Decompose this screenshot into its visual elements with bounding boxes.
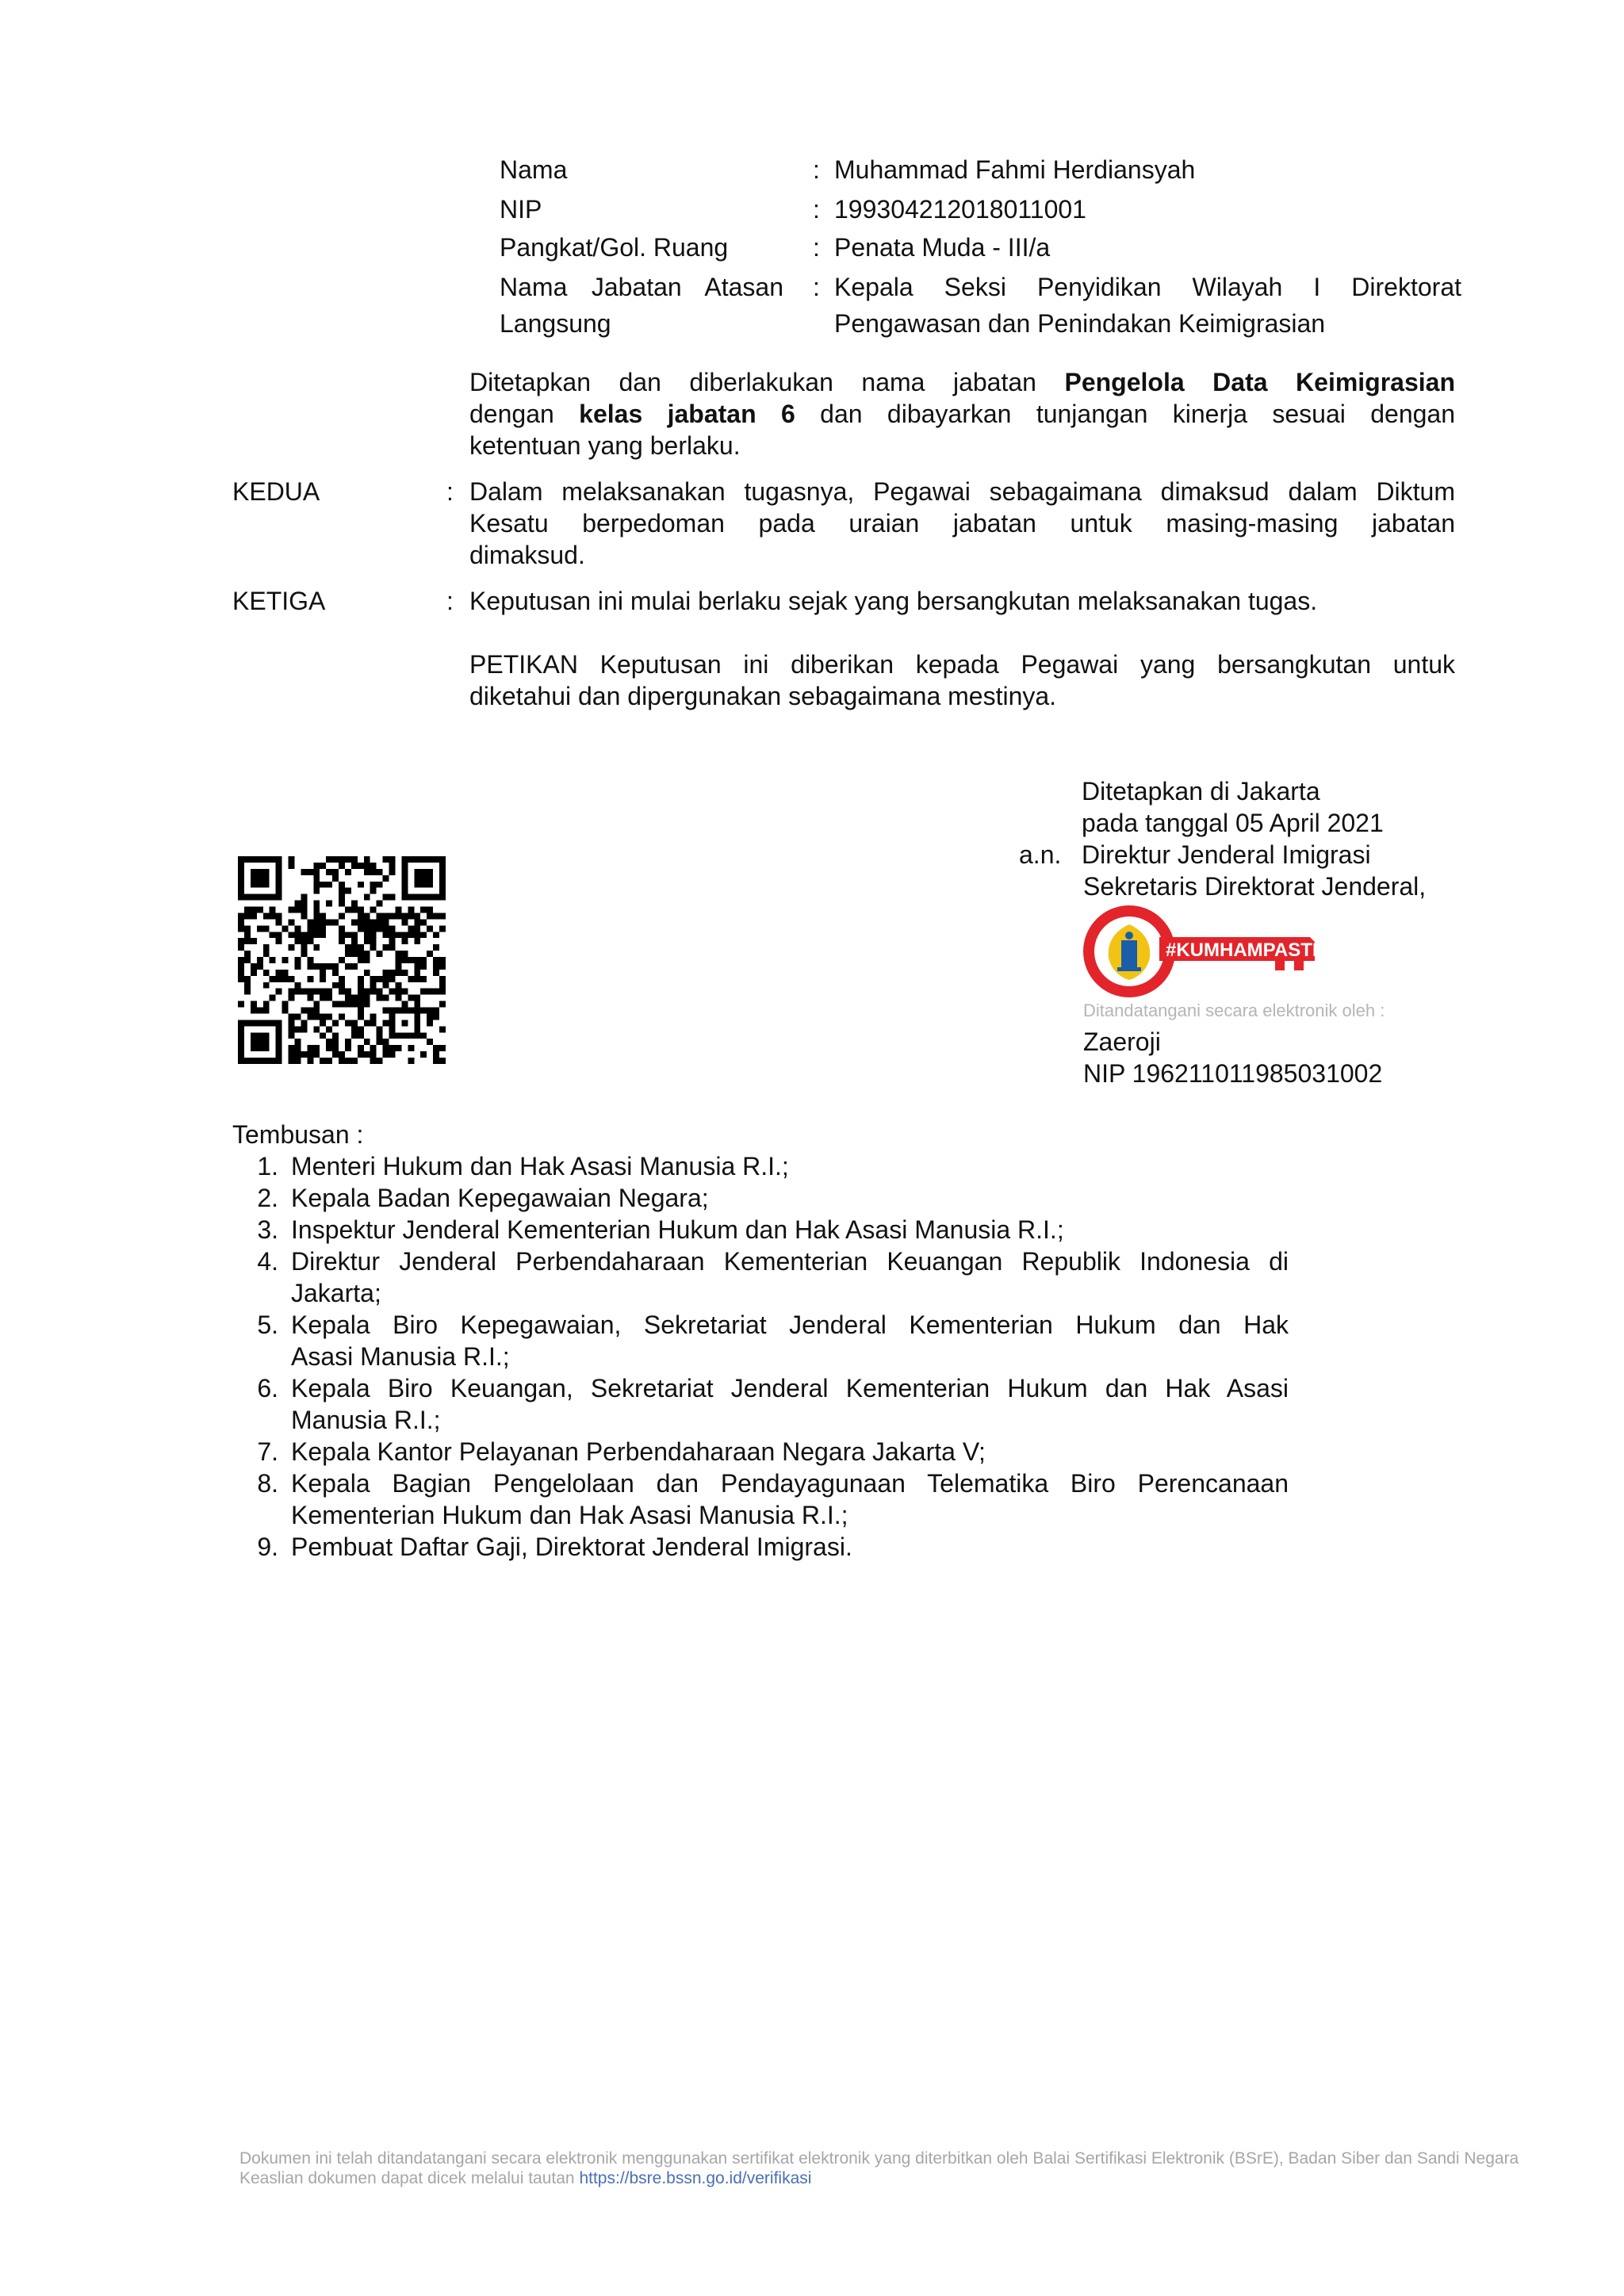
list-text-line1: Kepala Biro Kepegawaian, Sekretariat Jenderal Kementerian Hukum dan Hak	[291, 1311, 1289, 1339]
penetapan-line3: ketentuan yang berlaku.	[469, 431, 741, 460]
list-item	[232, 1372, 1289, 1436]
diktum-colon: :	[446, 477, 454, 506]
list-number: 4.	[257, 1247, 278, 1276]
identity-label-line2: Langsung	[500, 309, 611, 338]
identity-colon: :	[813, 233, 820, 262]
kedua-line1: Dalam melaksanakan tugasnya, Pegawai sebagaimana dimaksud dalam Diktum	[469, 477, 1455, 506]
list-item	[232, 1436, 1289, 1468]
signature-delegate: Sekretaris Direktorat Jenderal,	[1083, 872, 1427, 901]
list-number: 1.	[257, 1152, 278, 1181]
list-text-line1: Direktur Jenderal Perbendaharaan Kementerian Keuangan Republik Indonesia di	[291, 1247, 1289, 1276]
text-span: dengan	[469, 400, 580, 428]
penetapan-line2	[469, 398, 1455, 430]
petikan-line1: PETIKAN Keputusan ini diberikan kepada Pegawai yang bersangkutan untuk	[469, 650, 1455, 679]
signature-an: a.n.	[1019, 840, 1062, 869]
kedua-line2: Kesatu berpedoman pada uraian jabatan untuk masing-masing jabatan	[469, 509, 1455, 538]
identity-value-line1: Kepala Seksi Penyidikan Wilayah I Direktorat	[834, 273, 1461, 301]
identity-colon: :	[813, 155, 820, 184]
list-number: 3.	[257, 1215, 278, 1244]
list-text-line2: Asasi Manusia R.I.;	[291, 1342, 510, 1371]
diktum-ketiga-text	[469, 585, 1455, 617]
identity-colon: :	[813, 273, 820, 301]
list-number: 6.	[257, 1374, 278, 1402]
identity-label: Pangkat/Gol. Ruang	[500, 233, 729, 262]
list-text: Kepala Kantor Pelayanan Perbendaharaan Negara Jakarta V;	[291, 1437, 986, 1466]
list-text-line2: Kementerian Hukum dan Hak Asasi Manusia R.I.;	[291, 1501, 848, 1529]
qr-finder-pattern	[238, 1020, 282, 1064]
identity-value: 199304212018011001	[834, 195, 1086, 224]
qr-alignment-pattern	[389, 1008, 421, 1039]
list-item	[232, 1246, 1289, 1309]
list-item	[232, 1531, 1289, 1563]
list-number: 7.	[257, 1437, 278, 1466]
signature-name: Zaeroji	[1083, 1027, 1161, 1056]
signature-date: pada tanggal 05 April 2021	[1082, 809, 1384, 837]
text-span: dan dibayarkan tunjangan kinerja sesuai dengan	[795, 400, 1456, 428]
list-item	[232, 1214, 1289, 1246]
logo-text: #KUMHAMPASTI	[1166, 939, 1318, 961]
diktum-kedua-label: KEDUA	[232, 477, 320, 506]
list-number: 8.	[257, 1469, 278, 1498]
petikan-paragraph	[469, 649, 1455, 712]
kedua-line3: dimaksud.	[469, 541, 585, 569]
penetapan-line1	[469, 366, 1455, 398]
bold-jabatan: Pengelola Data Keimigrasian	[1064, 368, 1456, 396]
list-number: 5.	[257, 1311, 278, 1339]
diktum-ketiga-label: KETIGA	[232, 587, 326, 615]
kumhampasti-logo-icon	[1080, 902, 1318, 1001]
ketiga-line1: Keputusan ini mulai berlaku sejak yang bersangkutan melaksanakan tugas.	[469, 587, 1318, 615]
petikan-line2: diketahui dan dipergunakan sebagaimana mestinya.	[469, 682, 1057, 710]
signature-nip: NIP 196211011985031002	[1083, 1059, 1383, 1088]
list-text: Inspektur Jenderal Kementerian Hukum dan Hak Asasi Manusia R.I.;	[291, 1215, 1064, 1244]
identity-value: Penata Muda - III/a	[834, 233, 1051, 262]
identity-value: Muhammad Fahmi Herdiansyah	[834, 155, 1196, 184]
identity-row-atasan	[500, 271, 1463, 342]
tembusan-title: Tembusan :	[232, 1120, 364, 1149]
list-number: 2.	[257, 1184, 278, 1212]
penetapan-paragraph	[469, 366, 1455, 461]
esign-note: Ditandatangani secara elektronik oleh :	[1083, 1001, 1385, 1020]
signature-place: Ditetapkan di Jakarta	[1082, 777, 1320, 806]
list-text: Pembuat Daftar Gaji, Direktorat Jenderal Imigrasi.	[291, 1533, 852, 1561]
identity-colon: :	[813, 195, 820, 224]
diktum-colon: :	[446, 587, 454, 615]
list-text-line2: Manusia R.I.;	[291, 1406, 441, 1434]
identity-value	[834, 271, 1463, 339]
list-item	[232, 1309, 1289, 1372]
bold-kelas: kelas jabatan 6	[579, 400, 795, 428]
list-text: Menteri Hukum dan Hak Asasi Manusia R.I.;	[291, 1152, 789, 1181]
footer-text: Keaslian dokumen dapat dicek melalui tautan	[239, 2169, 580, 2187]
list-text-line1: Kepala Biro Keuangan, Sekretariat Jenderal Kementerian Hukum dan Hak Asasi	[291, 1374, 1289, 1402]
identity-value-line2: Pengawasan dan Penindakan Keimigrasian	[834, 309, 1326, 338]
qr-finder-pattern	[401, 856, 446, 901]
text-span: Ditetapkan dan diberlakukan nama jabatan	[469, 368, 1065, 396]
identity-label: Nama	[500, 155, 568, 184]
list-text: Kepala Badan Kepegawaian Negara;	[291, 1184, 709, 1212]
list-item	[232, 1182, 1289, 1214]
identity-label: NIP	[500, 195, 542, 224]
list-text-line2: Jakarta;	[291, 1279, 381, 1307]
identity-label	[500, 271, 793, 339]
footer-line1: Dokumen ini telah ditandatangani secara elektronik menggunakan sertifikat elektronik yang diterbitkan oleh Balai Sertifikasi Elektronik (BSrE), Badan Siber dan Sandi Negara	[239, 2149, 1519, 2168]
tembusan-list	[232, 1150, 1289, 1563]
qr-code	[238, 856, 446, 1064]
bsre-footer	[239, 2149, 1624, 2188]
signature-official: Direktur Jenderal Imigrasi	[1082, 840, 1371, 869]
identity-label-line1: Nama Jabatan Atasan	[500, 273, 783, 301]
qr-finder-pattern	[238, 856, 282, 901]
verification-link[interactable]: https://bsre.bssn.go.id/verifikasi	[579, 2169, 812, 2187]
list-number: 9.	[257, 1533, 278, 1561]
diktum-kedua-text	[469, 476, 1455, 571]
footer-line2	[239, 2168, 1624, 2188]
list-item	[232, 1468, 1289, 1531]
list-item	[232, 1150, 1289, 1182]
list-text-line1: Kepala Bagian Pengelolaan dan Pendayagunaan Telematika Biro Perencanaan	[291, 1469, 1289, 1498]
